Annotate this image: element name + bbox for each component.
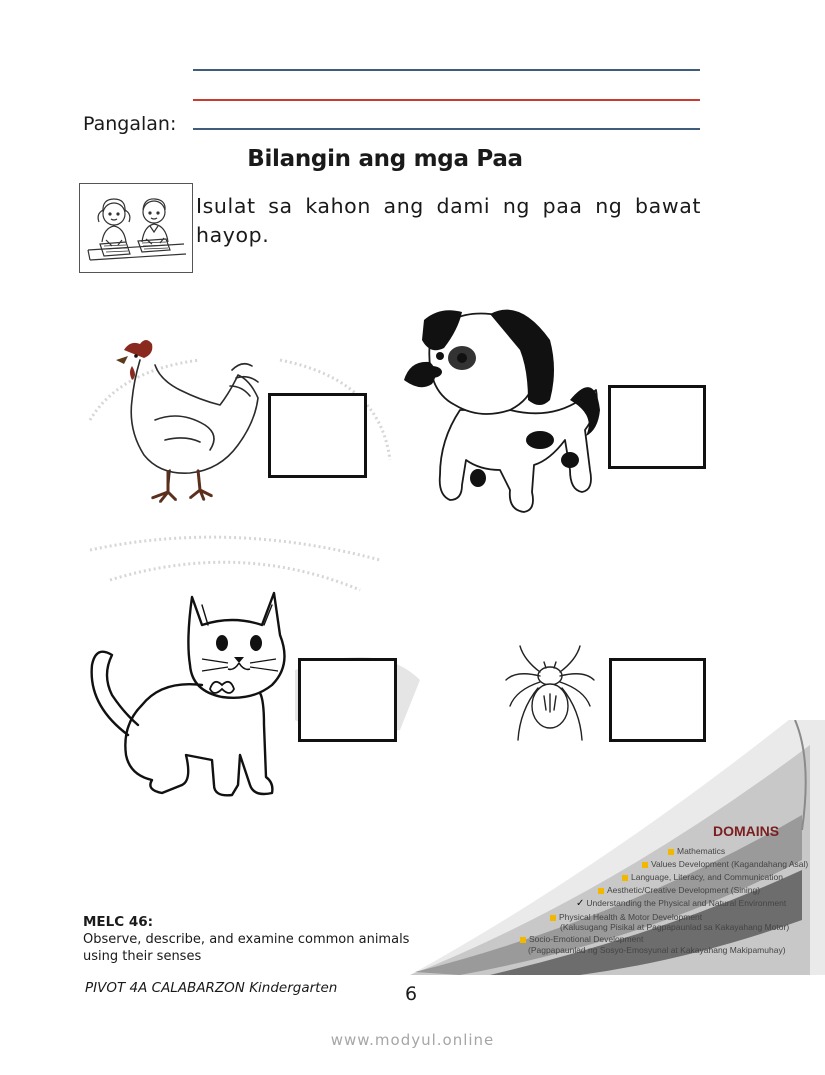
checkmark-icon: ✓ bbox=[576, 898, 585, 909]
name-guide-line-middle bbox=[193, 99, 700, 101]
chicken-illustration bbox=[110, 330, 265, 510]
page-number: 6 bbox=[405, 983, 418, 1005]
domain-item-subtext: (Kalusugang Pisikal at Pagpapaunlad sa Kakayahang Motor) bbox=[560, 922, 790, 932]
domains-title: DOMAINS bbox=[713, 823, 780, 839]
name-label: Pangalan: bbox=[83, 113, 177, 135]
domain-item: Aesthetic/Creative Development (Sining) bbox=[598, 885, 760, 895]
domain-item-checked: ✓ Understanding the Physical and Natural Environment bbox=[576, 898, 787, 909]
name-guide-line-top bbox=[193, 69, 700, 71]
instruction-text: Isulat sa kahon ang dami ng paa ng bawat hayop. bbox=[196, 194, 701, 247]
worksheet-title: Bilangin ang mga Paa bbox=[247, 146, 523, 172]
domain-item: Values Development (Kagandahang Asal) bbox=[642, 859, 808, 869]
children-writing-icon bbox=[79, 183, 193, 273]
dog-illustration bbox=[400, 300, 605, 530]
answer-box-dog[interactable] bbox=[608, 385, 706, 469]
melc-description: Observe, describe, and examine common animals using their senses bbox=[83, 932, 410, 964]
domain-item: Physical Health & Motor Development bbox=[550, 912, 702, 922]
domain-item: Socio-Emotional Development bbox=[520, 934, 643, 944]
answer-box-cat[interactable] bbox=[298, 658, 397, 742]
watermark-text: www.modyul.online bbox=[330, 1031, 495, 1049]
domain-item: Language, Literacy, and Communication bbox=[622, 872, 783, 882]
footer-text: PIVOT 4A CALABARZON Kindergarten bbox=[85, 980, 338, 996]
answer-box-chicken[interactable] bbox=[268, 393, 367, 478]
domain-item-subtext: (Pagpapaunlad ng Sosyo-Emosyunal at Kakayahang Makipamuhay) bbox=[528, 945, 786, 955]
domain-item: Mathematics bbox=[668, 846, 725, 856]
name-guide-line-bottom bbox=[193, 128, 700, 130]
melc-title: MELC 46: bbox=[83, 914, 154, 930]
domains-graphic bbox=[400, 720, 825, 980]
cat-illustration bbox=[82, 585, 302, 800]
